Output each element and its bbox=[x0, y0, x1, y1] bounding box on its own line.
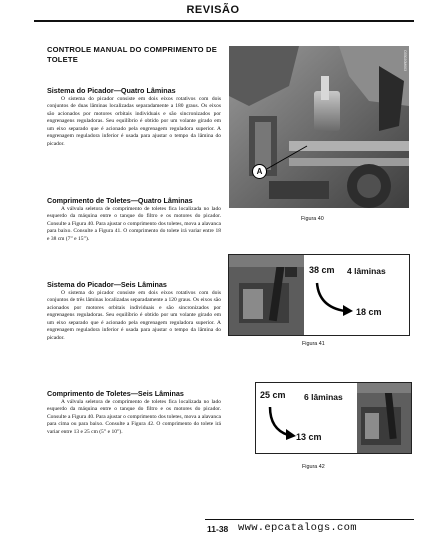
figure-41-diagram bbox=[228, 254, 410, 336]
header-rule bbox=[34, 20, 414, 22]
lever-photo-illustration bbox=[229, 255, 304, 335]
figure-41-photo bbox=[229, 255, 304, 335]
figure-40-caption: Figura 40 bbox=[301, 216, 324, 222]
footer-rule bbox=[205, 519, 414, 520]
page-header-title: REVISÃO bbox=[186, 4, 240, 16]
fig41-blade-count: 4 lâminas bbox=[347, 266, 386, 276]
paragraph-toletes-6: A válvula seletora de comprimento de toletes fica localizada no lado esquerdo da máquina entre o tanque do filtro e os motores do picador. Consulte a Figura 40. Para ajustar o comprimento dos toletes, mova a alavanca para cima ou para baixo. Consulte a Figura 42. O comprimento do tolete irá variar entre 13 e 25 cm (5” e 10”). bbox=[47, 399, 221, 435]
footer-url: www.epcatalogs.com bbox=[238, 522, 357, 534]
heading-toletes-4: Comprimento de Toletes—Quatro Lâminas bbox=[47, 196, 193, 205]
figure-41-caption: Figura 41 bbox=[302, 341, 325, 347]
fig42-arrow bbox=[266, 405, 300, 441]
figure-42-caption: Figura 42 bbox=[302, 464, 325, 470]
paragraph-picador-6: O sistema do picador consiste em dois eixos rotativos com dois conjuntos de três lâminas localizadas separadamente a 120 graus. Os eixos são acionados por motores orbitais individuais e são sincronizados por engrenagens reguladoras. Seu equilíbrio é obtido por um volante girado em um eixo separado que é acionado pela engrenagem reguladora superior. A engrenagem reguladora inferior é usada para ajustar o tempo da lâmina do picador. bbox=[47, 290, 221, 341]
heading-picador-4: Sistema do Picador—Quatro Lâminas bbox=[47, 86, 176, 95]
section-title: CONTROLE MANUAL DO COMPRIMENTO DE TOLETE bbox=[47, 45, 218, 64]
heading-toletes-6: Comprimento de Toletes—Seis Lâminas bbox=[47, 389, 184, 398]
fig41-top-length: 38 cm bbox=[309, 265, 335, 275]
fig42-top-length: 25 cm bbox=[260, 390, 286, 400]
paragraph-picador-4: O sistema do picador consiste em dois eixos rotativos com dois conjuntos de duas lâminas localizadas separadamente a 180 graus. Os eixos são acionados por motores orbitais individuais e são sincronizados por engrenagens reguladoras. Seu equilíbrio é obtido por um volante girado em um eixo separado que é acionado pela engrenagem reguladora superior. A engrenagem reguladora inferior é usada para ajustar o tempo da lâmina do picador. bbox=[47, 96, 221, 147]
callout-a: A bbox=[252, 164, 267, 179]
heading-picador-6: Sistema do Picador—Seis Lâminas bbox=[47, 280, 167, 289]
fig42-bottom-length: 13 cm bbox=[296, 432, 322, 442]
figure-42-diagram bbox=[255, 382, 412, 454]
valve-photo-illustration bbox=[229, 46, 409, 208]
figure-42-photo bbox=[357, 383, 411, 453]
fig42-blade-count: 6 lâminas bbox=[304, 392, 343, 402]
fig41-arrow bbox=[313, 279, 357, 317]
paragraph-toletes-4: A válvula seletora de comprimento de toletes fica localizada no lado esquerdo da máquina entre o tanque do filtro e os motores do picador. Consulte a Figura 40. Para ajustar o comprimento dos toletes, mova a alavanca para baixo. Consulte a Figura 41. O comprimento do tolete irá variar entre 18 e 38 cm (7” e 15”). bbox=[47, 206, 221, 242]
figure-40-code: C65020M003 bbox=[403, 50, 407, 72]
figure-40-photo bbox=[229, 46, 409, 208]
fig41-bottom-length: 18 cm bbox=[356, 307, 382, 317]
page-number: 11-38 bbox=[207, 524, 229, 534]
lever-photo-illustration-2 bbox=[357, 383, 411, 453]
